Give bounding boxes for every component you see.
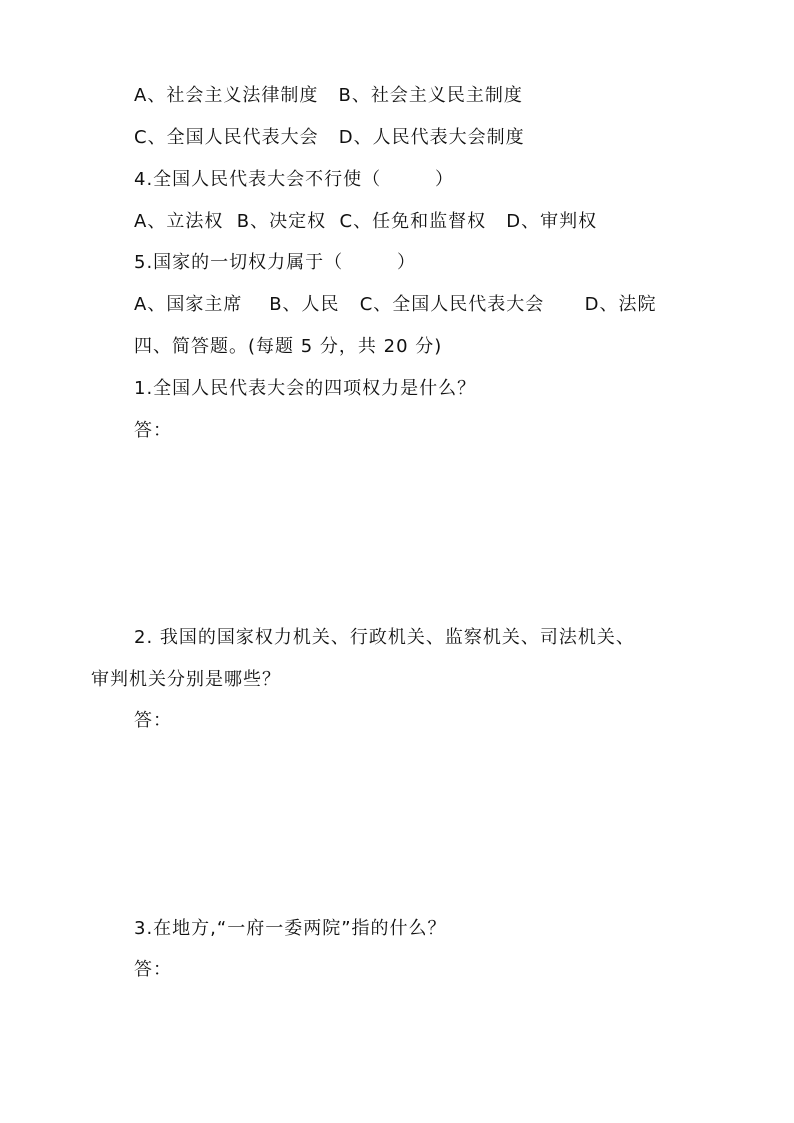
q4-options: A、立法权 B、决定权 C、任免和监督权 D、审判权 (134, 211, 598, 232)
short-question-3: 3.在地方,“一府一委两院”指的什么？ (134, 918, 447, 939)
q4-question: 4.全国人民代表大会不行使（ ） (134, 169, 454, 190)
answer-label-1: 答： (134, 420, 172, 441)
short-question-2-line2: 审判机关分别是哪些？ (91, 669, 281, 690)
section-heading: 四、简答题。(每题 5 分，共 20 分) (134, 336, 443, 357)
answer-label-2: 答： (134, 710, 172, 731)
q5-question: 5.国家的一切权力属于（ ） (134, 252, 416, 273)
q3-options-cd: C、全国人民代表大会 D、人民代表大会制度 (134, 127, 525, 148)
short-question-2-line1: 2. 我国的国家权力机关、行政机关、监察机关、司法机关、 (134, 627, 635, 648)
q3-options-ab: A、社会主义法律制度 B、社会主义民主制度 (134, 85, 523, 106)
answer-label-3: 答： (134, 959, 172, 980)
short-question-1: 1.全国人民代表大会的四项权力是什么？ (134, 378, 477, 399)
q5-options: A、国家主席 B、人民 C、全国人民代表大会 D、法院 (134, 294, 657, 315)
